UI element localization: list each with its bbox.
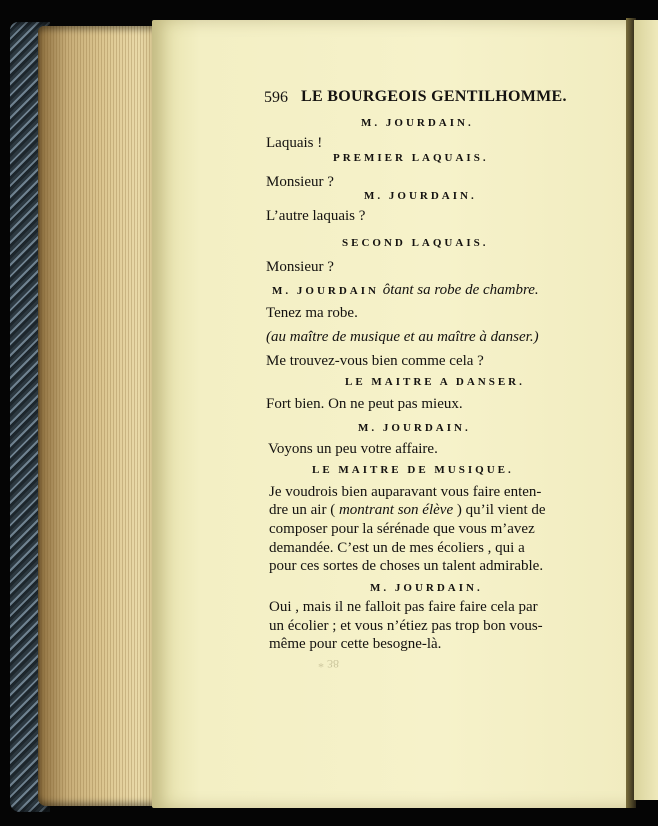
dialogue-line: Laquais ! bbox=[266, 135, 323, 151]
dialogue-line: pour ces sortes de choses un talent admirable. bbox=[269, 558, 544, 574]
speaker-name: M. JOURDAIN. bbox=[361, 117, 474, 129]
dialogue-line: Monsieur ? bbox=[266, 259, 334, 275]
speaker-name: M. JOURDAIN. bbox=[364, 190, 477, 202]
dialogue-fragment: dre un air ( bbox=[269, 502, 336, 518]
dialogue-line: Tenez ma robe. bbox=[266, 305, 358, 321]
dialogue-line: Voyons un peu votre affaire. bbox=[268, 441, 438, 457]
dialogue-line: même pour cette besogne-là. bbox=[269, 636, 442, 652]
dialogue-line: composer pour la sérénade que vous m’avez bbox=[269, 521, 535, 537]
speaker-name: M. JOURDAIN bbox=[272, 285, 379, 297]
dialogue-line: L’autre laquais ? bbox=[266, 208, 366, 224]
dialogue-line bbox=[269, 500, 546, 520]
page-number: 596 bbox=[264, 89, 288, 106]
stage-direction: (au maître de musique et au maître à danser.) bbox=[266, 329, 539, 345]
dialogue-line: Fort bien. On ne peut pas mieux. bbox=[266, 396, 463, 412]
dialogue-line: Je voudrois bien auparavant vous faire enten- bbox=[269, 484, 542, 500]
running-header: LE BOURGEOIS GENTILHOMME. bbox=[301, 88, 567, 105]
speaker-name: PREMIER LAQUAIS. bbox=[333, 152, 489, 164]
dialogue-fragment: ) qu’il vient de bbox=[456, 502, 546, 518]
dialogue-line: Oui , mais il ne falloit pas faire faire cela par bbox=[269, 599, 538, 615]
dialogue-line: demandée. C’est un de mes écoliers , qui a bbox=[269, 540, 525, 556]
speaker-name: M. JOURDAIN. bbox=[370, 582, 483, 594]
speaker-name: SECOND LAQUAIS. bbox=[342, 237, 489, 249]
stage-direction: ôtant sa robe de chambre. bbox=[382, 282, 539, 298]
speaker-name: M. JOURDAIN. bbox=[358, 422, 471, 434]
dialogue-line: Me trouvez-vous bien comme cela ? bbox=[266, 353, 484, 369]
stage-direction: montrant son élève bbox=[338, 502, 454, 518]
show-through-signature-mark: * 38 bbox=[318, 657, 339, 671]
stage-direction-line bbox=[272, 280, 539, 301]
speaker-name: LE MAITRE DE MUSIQUE. bbox=[312, 464, 514, 476]
dialogue-line: Monsieur ? bbox=[266, 174, 334, 190]
dialogue-line: un écolier ; et vous n’étiez pas trop bon vous- bbox=[269, 618, 543, 634]
speaker-name: LE MAITRE A DANSER. bbox=[345, 376, 525, 388]
